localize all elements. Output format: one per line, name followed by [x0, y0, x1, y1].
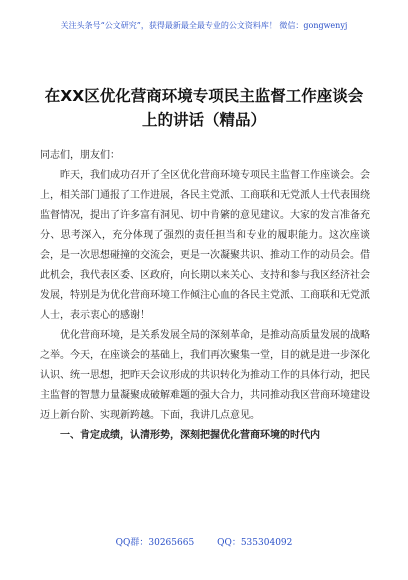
body-paragraph: 昨天，我们成功召开了全区优化营商环境专项民主监督工作座谈会。会上，相关部门通报了工作进展，各民主党派、工商联和无党派人士代表围绕监督情况，提出了许多富有洞见、切中肯綮的意见建议。大家的发言准备充分、思考深入，充分体现了强烈的责任担当和专业的履职能力。这次座谈会，是一次思想碰撞的交流会，更是一次凝聚共识、推动工作的动员会。借此机会，我代表区委、区政府，向长期以来关心、支持和参与我区经济社会发展，特别是为优化营商环境工作倾注心血的各民主党派、工商联和无党派人士，表示衷心的感谢！: [40, 170, 370, 321]
salutation: 同志们，朋友们：: [40, 150, 120, 161]
document-title: 在XX区优化营商环境专项民主监督工作座谈会上的讲话（精品）: [44, 87, 364, 129]
footer-qq-group: QQ群：30265665: [115, 538, 195, 548]
body-paragraph: 优化营商环境，是关系发展全局的深刻革命，是推动高质量发展的战略之举。今天，在座谈会的基础上，我们再次聚集一堂，目的就是进一步深化认识、统一思想，把昨天会议形成的共识转化为推动工作的具体行动，把民主监督的智慧力量凝聚成破解难题的强大合力，共同推动我区营商环境建设迈上新台阶、实现新跨越。下面，我讲几点意见。: [40, 330, 370, 421]
header-banner: 关注头条号“公文研究”，获得最新最全最专业的公文资料库！ 微信：gongwenyj: [60, 21, 348, 30]
footer-qq: QQ：535304092: [217, 538, 293, 548]
document-body: [40, 146, 370, 446]
footer-contact: [0, 535, 408, 548]
section-heading: 一、肯定成绩，认清形势，深刻把握优化营商环境的时代内: [60, 430, 320, 441]
